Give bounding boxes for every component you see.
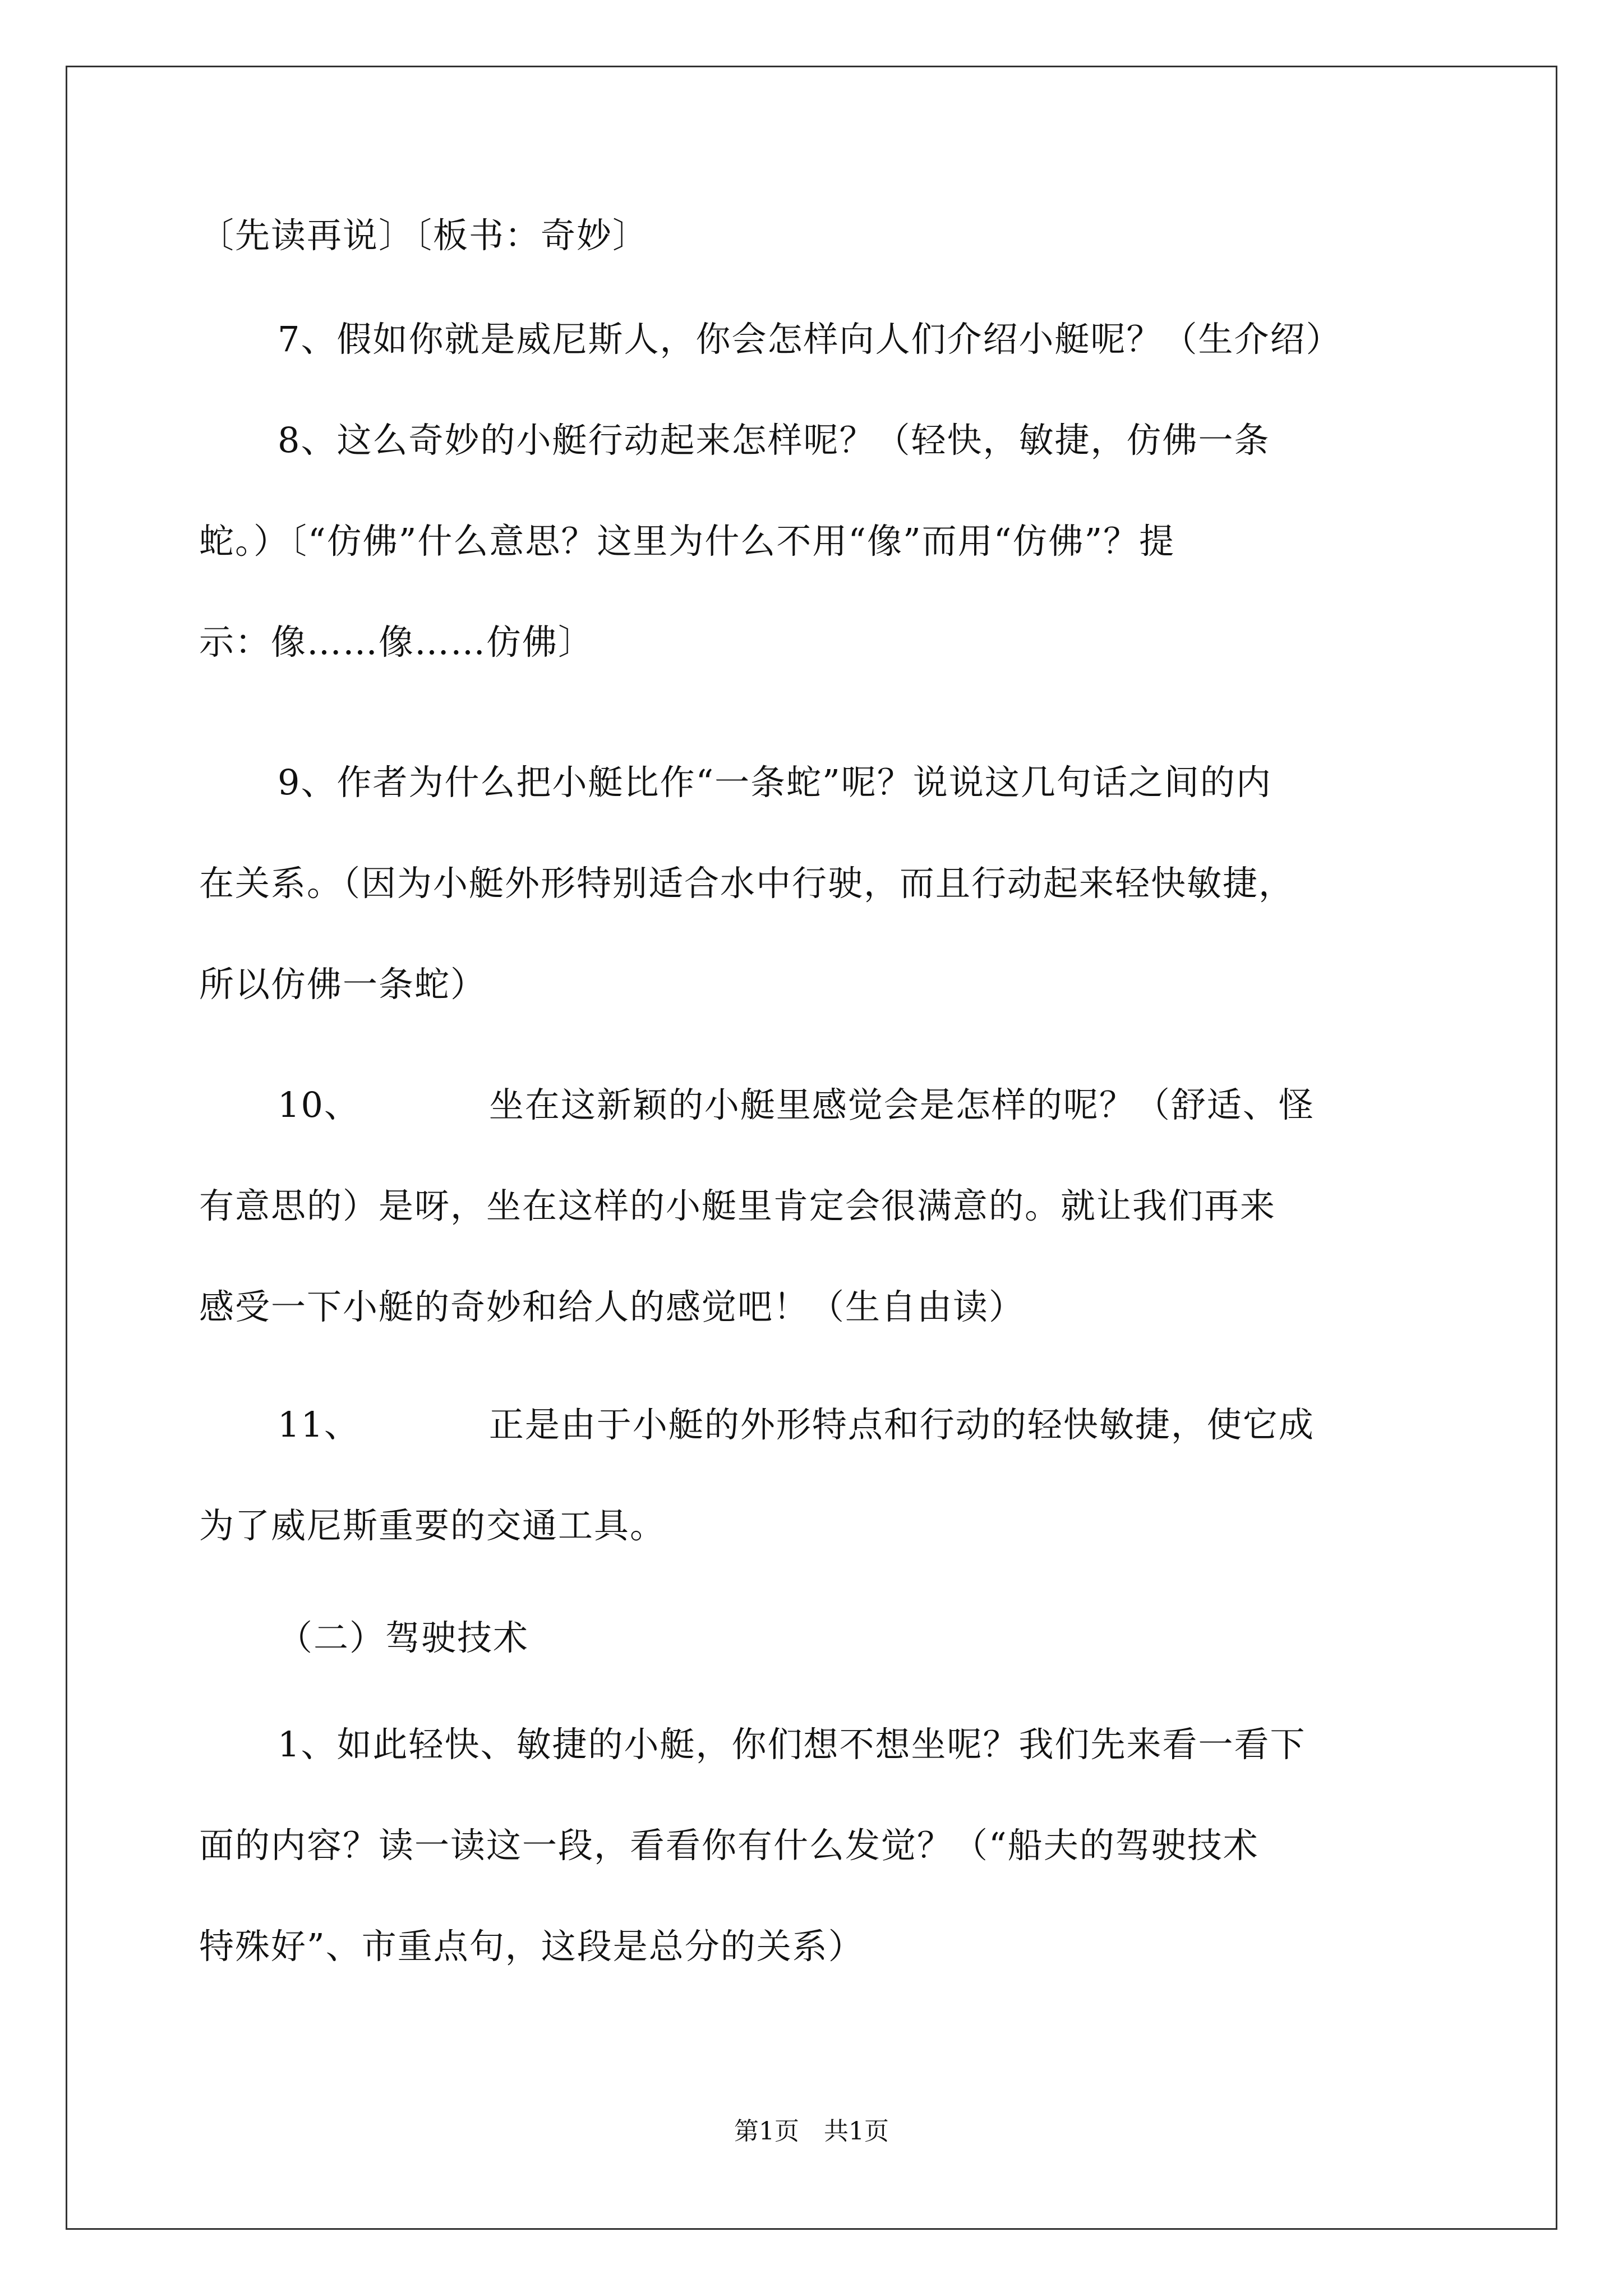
item-11-number: 11、	[278, 1404, 360, 1445]
text-line-item-8: 8、这么奇妙的小艇行动起来怎样呢？（轻快，敏捷，仿佛一条	[278, 420, 1270, 461]
page-border	[66, 66, 1557, 2230]
text-line-item-9-cont-2: 所以仿佛一条蛇）	[199, 964, 487, 1005]
text-line-item-7: 7、假如你就是威尼斯人，你会怎样向人们介绍小艇呢？（生介绍）	[278, 319, 1342, 360]
text-line-item-10-cont-2: 感受一下小艇的奇妙和给人的感觉吧！（生自由读）	[199, 1286, 1025, 1327]
page-footer: 第1页 共1页	[734, 2117, 889, 2146]
text-line-item-9-cont-1: 在关系。（因为小艇外形特别适合水中行驶，而且行动起来轻快敏捷，	[199, 863, 1295, 904]
text-line-item-10	[278, 1083, 1511, 1128]
text-line-item-1-cont-1: 面的内容？读一读这一段，看看你有什么发觉？（“船夫的驾驶技术	[199, 1825, 1259, 1866]
section-heading-driving-technique: （二）驾驶技术	[278, 1617, 529, 1658]
item-10-number: 10、	[278, 1084, 360, 1125]
text-line-item-11-cont: 为了威尼斯重要的交通工具。	[199, 1505, 666, 1546]
text-line-item-8-cont-1: 蛇。）〔“仿佛”什么意思？这里为什么不用“像”而用“仿佛”？提	[199, 521, 1175, 562]
text-line-1: 〔先读再说〕〔板书：奇妙〕	[199, 215, 649, 256]
item-10-text: 坐在这新颖的小艇里感觉会是怎样的呢？（舒适、怪	[488, 1084, 1315, 1125]
text-line-item-1: 1、如此轻快、敏捷的小艇，你们想不想坐呢？我们先来看一看下	[278, 1724, 1306, 1765]
text-line-item-8-cont-2: 示：像……像……仿佛〕	[199, 622, 594, 662]
text-line-item-1-cont-2: 特殊好”、市重点句，这段是总分的关系）	[199, 1926, 864, 1967]
text-line-item-9: 9、作者为什么把小艇比作“一条蛇”呢？说说这几句话之间的内	[278, 762, 1272, 803]
text-line-item-10-cont-1: 有意思的）是呀，坐在这样的小艇里肯定会很满意的。就让我们再来	[199, 1185, 1276, 1226]
item-11-text: 正是由于小艇的外形特点和行动的轻快敏捷，使它成	[488, 1404, 1315, 1445]
text-line-item-11	[278, 1402, 1511, 1447]
